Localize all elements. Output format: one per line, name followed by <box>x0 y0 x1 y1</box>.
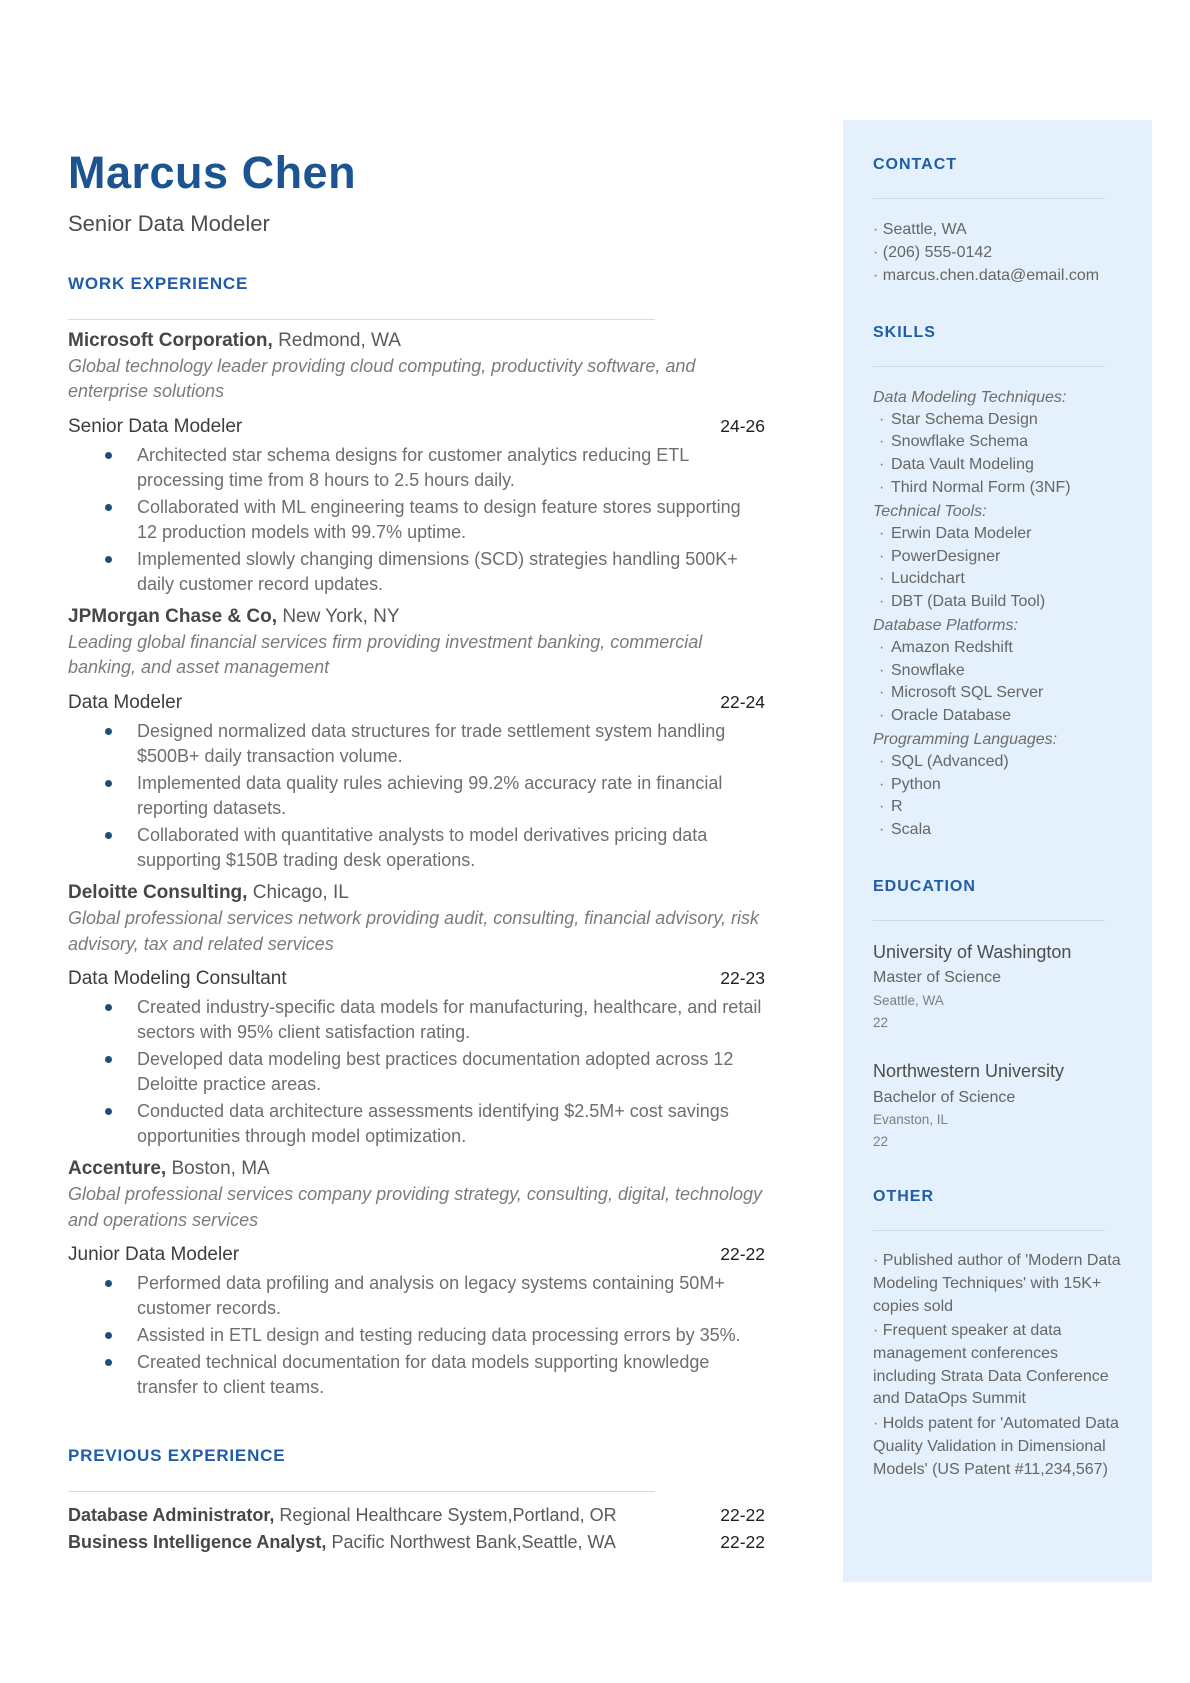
sidebar-divider <box>873 920 1105 921</box>
bullet-item: Conducted data architecture assessments identifying $2.5M+ cost savings opportunities through model optimization. <box>137 1099 765 1149</box>
company-block <box>68 328 765 597</box>
school-block <box>873 940 1122 1033</box>
skill-item: · Scala <box>873 819 1122 842</box>
section-divider <box>68 319 655 320</box>
other-heading: OTHER <box>873 1188 934 1206</box>
company-name: Deloitte Consulting, <box>68 881 248 903</box>
resume-main-column <box>68 0 765 1556</box>
role-title: Junior Data Modeler <box>68 1243 240 1265</box>
contact-item-location: · Seattle, WA <box>873 218 1122 241</box>
skill-group <box>873 386 1122 500</box>
company-name-line <box>68 604 765 630</box>
bullet-item: Implemented data quality rules achieving 99.2% accuracy rate in financial reporting datasets. <box>137 771 765 821</box>
skill-item: · PowerDesigner <box>873 546 1122 569</box>
previous-role-dates: 22-22 <box>720 1531 765 1552</box>
company-name: JPMorgan Chase & Co, <box>68 605 278 627</box>
school-name: University of Washington <box>873 941 1072 962</box>
bullet-list <box>68 995 765 1149</box>
other-section <box>873 1188 1122 1481</box>
skill-item: · Data Vault Modeling <box>873 454 1122 477</box>
previous-role-title: Database Administrator, <box>68 1504 275 1525</box>
company-location: New York, NY <box>282 605 400 627</box>
skill-item: · Amazon Redshift <box>873 637 1122 660</box>
contact-item-email: · marcus.chen.data@email.com <box>873 264 1122 287</box>
skill-item: · Star Schema Design <box>873 409 1122 432</box>
previous-experience-row <box>68 1529 765 1556</box>
contact-heading: CONTACT <box>873 156 958 173</box>
school-degree: Master of Science <box>873 969 1002 987</box>
contact-section <box>873 156 1122 288</box>
section-divider <box>68 1491 655 1492</box>
skill-list <box>873 751 1122 842</box>
company-block <box>68 604 765 873</box>
previous-experience-rows <box>68 1502 765 1556</box>
skill-group <box>873 614 1122 728</box>
other-item: · Published author of 'Modern Data Modeling Techniques' with 15K+ copies sold <box>873 1250 1122 1318</box>
role-title: Data Modeling Consultant <box>68 967 287 989</box>
company-description: Global professional services network providing audit, consulting, financial advisory, risk advisory, tax and related services <box>68 908 759 954</box>
sidebar-divider <box>873 1230 1105 1231</box>
skill-item: · Oracle Database <box>873 705 1122 728</box>
bullet-item: Created industry-specific data models for manufacturing, healthcare, and retail sectors with 95% client satisfaction rating. <box>137 995 765 1045</box>
skill-item: · Erwin Data Modeler <box>873 523 1122 546</box>
previous-role-dates: 22-22 <box>720 1504 765 1525</box>
skill-list <box>873 637 1122 728</box>
education-section <box>873 878 1122 1152</box>
person-title: Senior Data Modeler <box>68 210 270 236</box>
work-experience-section <box>68 328 765 1400</box>
bullet-item: Collaborated with quantitative analysts to model derivatives pricing data supporting $150B trading desk operations. <box>137 823 765 873</box>
other-item: · Frequent speaker at data management conferences including Strata Data Conference and DataOps Summit <box>873 1320 1122 1411</box>
school-year: 22 <box>873 1134 889 1150</box>
bullet-item: Architected star schema designs for customer analytics reducing ETL processing time from 8 hours to 2.5 hours daily. <box>137 443 765 493</box>
skill-item: · Third Normal Form (3NF) <box>873 477 1122 500</box>
contact-list <box>873 218 1122 288</box>
skill-item: · R <box>873 796 1122 819</box>
bullet-item: Collaborated with ML engineering teams to design feature stores supporting 12 production models with 99.7% uptime. <box>137 495 765 545</box>
skill-item: · Python <box>873 774 1122 797</box>
skill-list <box>873 409 1122 500</box>
sidebar <box>843 120 1152 1582</box>
company-block <box>68 1156 765 1400</box>
bullet-list <box>68 719 765 873</box>
school-degree: Bachelor of Science <box>873 1088 1016 1106</box>
role-row <box>68 692 765 714</box>
previous-role-line <box>68 1502 617 1529</box>
company-description: Leading global financial services firm providing investment banking, commercial banking, and asset management <box>68 632 703 678</box>
skill-group-label: Programming Languages: <box>873 730 1058 748</box>
school-location: Evanston, IL <box>873 1112 949 1128</box>
role-dates: 22-24 <box>720 691 765 712</box>
company-location: Redmond, WA <box>278 329 401 351</box>
role-title: Data Modeler <box>68 691 183 713</box>
skills-section <box>873 324 1122 842</box>
role-dates: 22-22 <box>720 1243 765 1264</box>
other-item: · Holds patent for 'Automated Data Quality Validation in Dimensional Models' (US Patent #11,234,567) <box>873 1413 1122 1481</box>
previous-experience-row <box>68 1502 765 1529</box>
skill-item: · DBT (Data Build Tool) <box>873 591 1122 614</box>
skill-list <box>873 523 1122 614</box>
role-row <box>68 968 765 990</box>
school-location: Seattle, WA <box>873 992 944 1008</box>
company-name: Microsoft Corporation, <box>68 329 273 351</box>
skill-item: · Snowflake <box>873 660 1122 683</box>
bullet-item: Designed normalized data structures for trade settlement system handling $500B+ daily transaction volume. <box>137 719 765 769</box>
skill-group-label: Database Platforms: <box>873 616 1018 634</box>
skill-item: · Lucidchart <box>873 568 1122 591</box>
company-description: Global professional services company providing strategy, consulting, digital, technology and operations services <box>68 1184 763 1230</box>
company-name: Accenture, <box>68 1157 167 1179</box>
skill-group-label: Data Modeling Techniques: <box>873 388 1067 406</box>
company-name-line <box>68 1156 765 1182</box>
school-name: Northwestern University <box>873 1061 1065 1082</box>
bullet-item: Developed data modeling best practices documentation adopted across 12 Deloitte practice areas. <box>137 1047 765 1097</box>
previous-role-detail: Regional Healthcare System,Portland, OR <box>279 1504 617 1525</box>
skill-item: · Microsoft SQL Server <box>873 682 1122 705</box>
skills-heading: SKILLS <box>873 323 936 341</box>
bullet-item: Assisted in ETL design and testing reducing data processing errors by 35%. <box>137 1323 765 1348</box>
school-block <box>873 1059 1122 1152</box>
role-row <box>68 416 765 438</box>
bullet-item: Created technical documentation for data models supporting knowledge transfer to client teams. <box>137 1350 765 1400</box>
sidebar-divider <box>873 366 1105 367</box>
skill-group <box>873 500 1122 614</box>
role-dates: 22-23 <box>720 967 765 988</box>
company-location: Chicago, IL <box>252 881 349 903</box>
company-description: Global technology leader providing cloud computing, productivity software, and enterprise solutions <box>68 356 696 402</box>
education-heading: EDUCATION <box>873 877 976 895</box>
sidebar-divider <box>873 198 1105 199</box>
school-year: 22 <box>873 1014 889 1030</box>
bullet-item: Performed data profiling and analysis on legacy systems containing 50M+ customer records. <box>137 1271 765 1321</box>
contact-item-phone: · (206) 555-0142 <box>873 241 1122 264</box>
company-name-line <box>68 328 765 354</box>
role-title: Senior Data Modeler <box>68 415 243 437</box>
skill-item: · Snowflake Schema <box>873 431 1122 454</box>
previous-experience-section <box>68 1446 765 1556</box>
role-row <box>68 1244 765 1266</box>
company-block <box>68 880 765 1149</box>
role-dates: 24-26 <box>720 415 765 436</box>
skill-group <box>873 728 1122 842</box>
previous-role-title: Business Intelligence Analyst, <box>68 1531 327 1552</box>
bullet-list <box>68 1271 765 1400</box>
previous-role-detail: Pacific Northwest Bank,Seattle, WA <box>331 1531 616 1552</box>
skill-group-label: Technical Tools: <box>873 502 987 520</box>
company-name-line <box>68 880 765 906</box>
company-location: Boston, MA <box>171 1157 270 1179</box>
skill-item: · SQL (Advanced) <box>873 751 1122 774</box>
previous-experience-heading: PREVIOUS EXPERIENCE <box>68 1445 286 1465</box>
previous-role-line <box>68 1529 616 1556</box>
bullet-list <box>68 443 765 597</box>
bullet-item: Implemented slowly changing dimensions (SCD) strategies handling 500K+ daily customer record updates. <box>137 547 765 597</box>
other-list <box>873 1250 1122 1481</box>
person-name: Marcus Chen <box>68 147 357 198</box>
work-experience-heading: WORK EXPERIENCE <box>68 273 249 293</box>
